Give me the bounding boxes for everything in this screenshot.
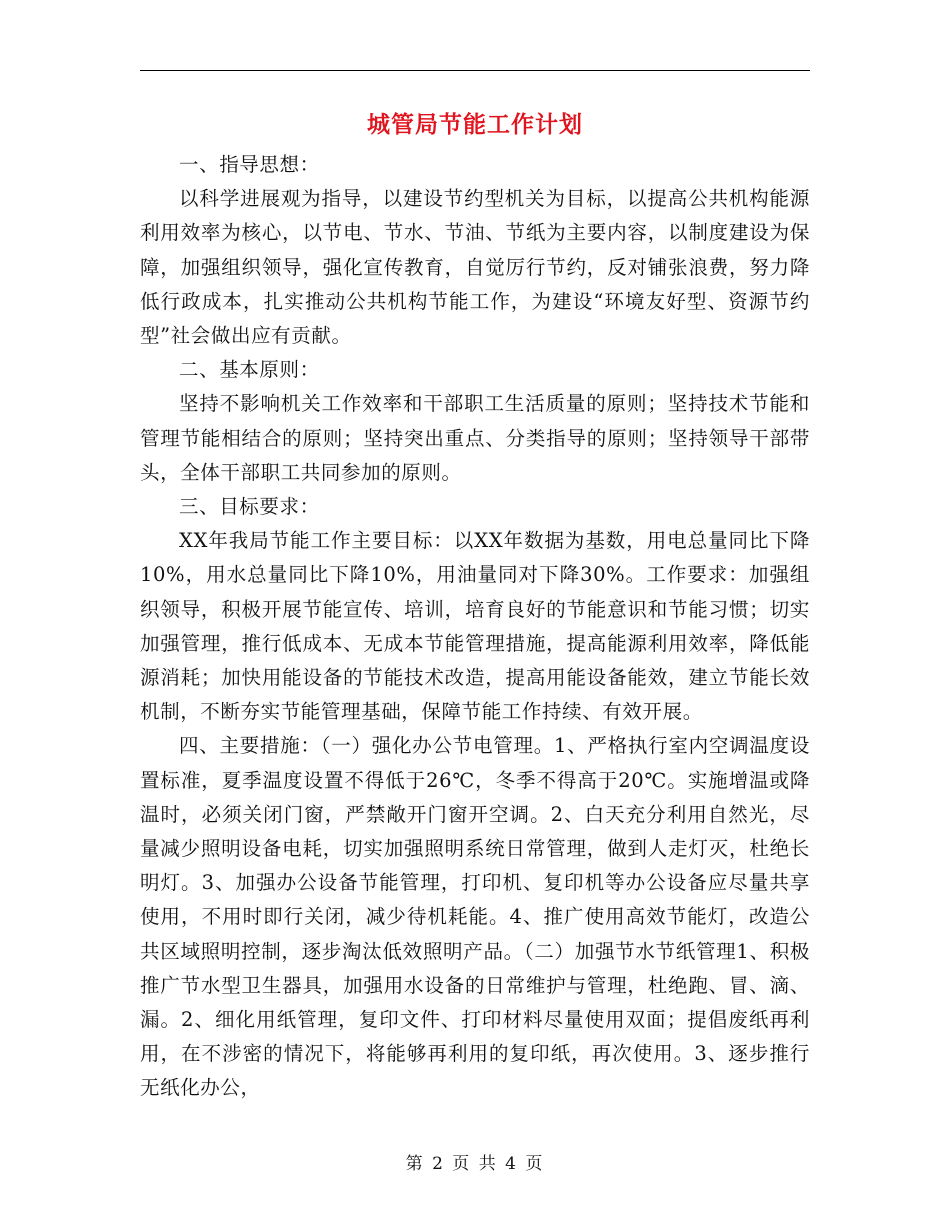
paragraph-guiding-ideology: 以科学进展观为指导，以建设节约型机关为目标，以提高公共机构能源利用效率为核心，以节电、节水、节油、节纸为主要内容，以制度建设为保障，加强组织领导，强化宣传教育，自觉厉行节约，反对铺张浪费，努力降低行政成本，扎实推动公共机构节能工作，为建设“环境友好型、资源节约型”社会做出应有贡献。 <box>140 187 810 348</box>
document-title: 城管局节能工作计划 <box>367 111 583 138</box>
heading-target-requirements: 三、目标要求： <box>179 495 320 519</box>
heading-basic-principles: 二、基本原则： <box>179 358 320 382</box>
header-rule <box>140 70 810 71</box>
paragraph-basic-principles: 坚持不影响机关工作效率和干部职工生活质量的原则；坚持技术节能和管理节能相结合的原则；坚持突出重点、分类指导的原则；坚持领导干部带头，全体干部职工共同参加的原则。 <box>140 392 810 484</box>
heading-guiding-ideology: 一、指导思想： <box>179 153 320 176</box>
page-footer: 第 2 页 共 4 页 <box>405 1154 545 1174</box>
paragraph-target-requirements: XX年我局节能工作主要目标：以XX年数据为基数，用电总量同比下降10%，用水总量同比下降10%，用油量同对下降30%。工作要求：加强组织领导，积极开展节能宣传、培训，培育良好的节能意识和节能习惯；切实加强管理，推行低成本、无成本节能管理措施，提高能源利用效率，降低能源消耗；加快用能设备的节能技术改造，提高用能设备能效，建立节能长效机制，不断夯实节能管理基础，保障节能工作持续、有效开展。 <box>140 529 810 724</box>
document-body <box>140 148 810 1106</box>
paragraph-main-measures: 四、主要措施：（一）强化办公节电管理。1、严格执行室内空调温度设置标准，夏季温度设置不得低于26℃，冬季不得高于20℃。实施增温或降温时，必须关闭门窗，严禁敞开门窗开空调。2、白天充分利用自然光，尽量减少照明设备电耗，切实加强照明系统日常管理，做到人走灯灭，杜绝长明灯。3、加强办公设备节能管理，打印机、复印机等办公设备应尽量共享使用，不用时即行关闭，减少待机耗能。4、推广使用高效节能灯，改造公共区域照明控制，逐步淘汰低效照明产品。（二）加强节水节纸管理1、积极推广节水型卫生器具，加强用水设备的日常维护与管理，杜绝跑、冒、滴、漏。2、细化用纸管理，复印文件、打印材料尽量使用双面；提倡废纸再利用，在不涉密的情况下，将能够再利用的复印纸，再次使用。3、逐步推行无纸化办公， <box>140 734 810 1100</box>
